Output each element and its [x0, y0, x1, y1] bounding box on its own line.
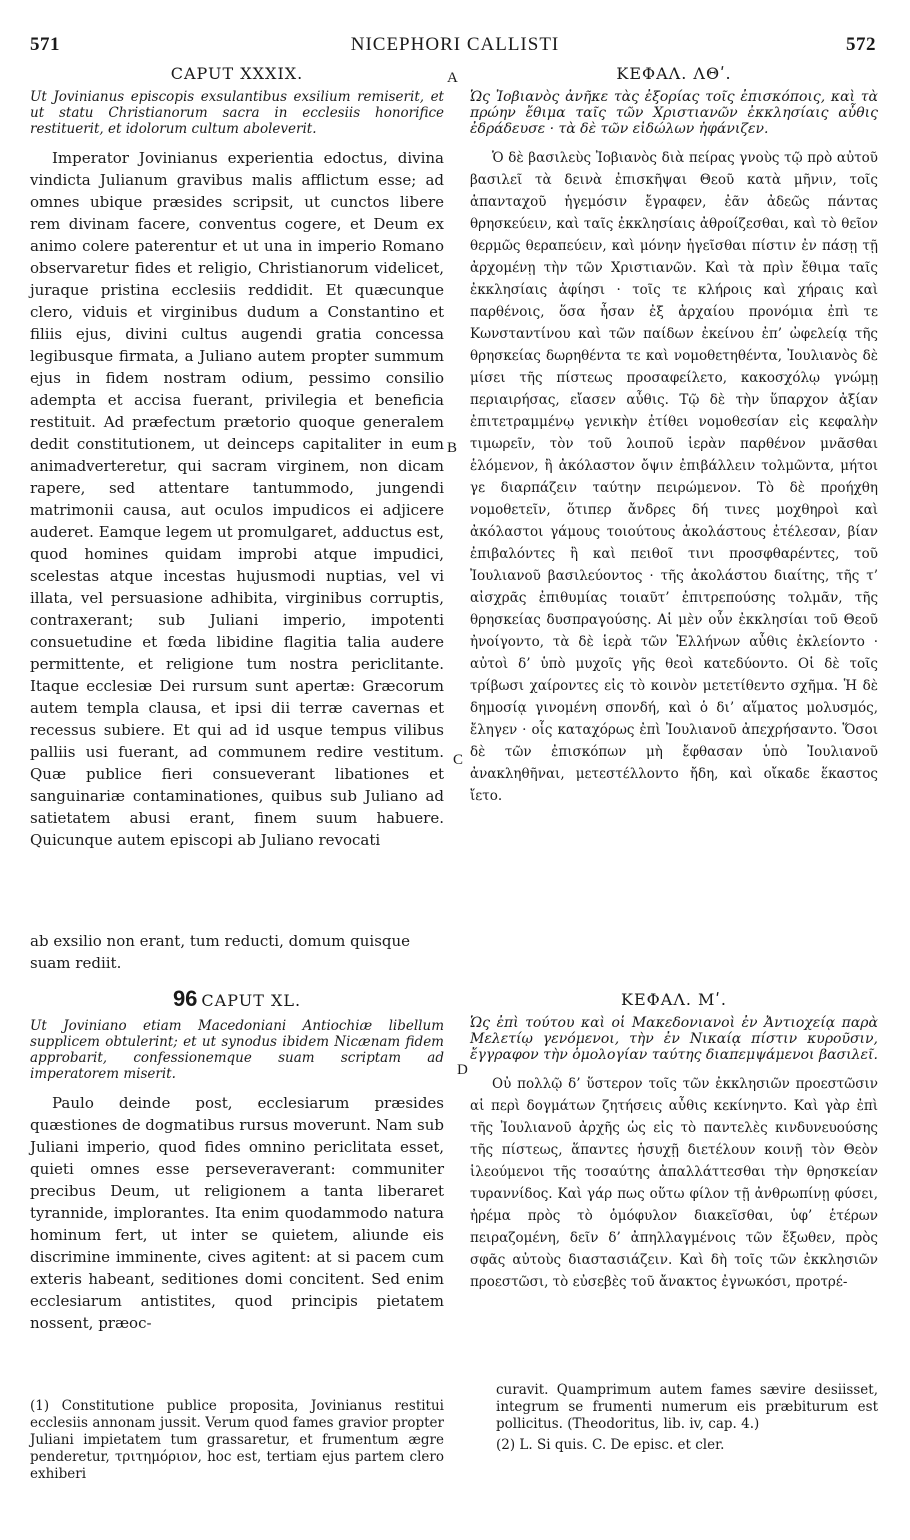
ch39-latin-continuation: ab exsilio non erant, tum reducti, domum quisque suam rediit.: [30, 932, 411, 972]
ch40-latin-summary: Ut Joviniano etiam Macedoniani Antiochiæ libellum supplicem obtulerint; et ut synodus ibidem Nicænam fidem approbarit, confessionemque suam scriptam ad imperatorem miserit.: [30, 1018, 444, 1082]
footnote-continuation: [496, 1382, 878, 1454]
ch39-greek-text: Ὁ δὲ βασιλεὺς Ἰοβιανὸς διὰ πείρας γνοὺς τῷ πρὸ αὐτοῦ βασιλεῖ τὰ δεινὰ ἐπισκῆψαι Θεοῦ κατὰ μῆνιν, τοῖς ἁπανταχοῦ ἡγεμόσιν ἔγραφεν, ἐᾶν ἀδεῶς πάντας θρησκεύειν, καὶ ταῖς ἐκκλησίαις ἀθροίζεσθαι, καὶ τὸ θεῖον θερμῶς θεραπεύειν, καὶ μόνην ἡγεῖσθαι πίστιν ἐν πάσῃ τῇ ἀρχομένῃ τὴν τῶν Χριστιανῶν. Καὶ τὰ πρὶν ἔθιμα ταῖς ἐκκλησίαις ἀφίησι · τοῖς τε κλήροις καὶ χήραις καὶ παρθένοις, ὅσα ἦσαν ἐξ ἀρχαίου προνόμια ἐπὶ τε Κωνσταντίνου καὶ τῶν παίδων ἐκείνου ἐπ’ ὠφελείᾳ τῆς θρησκείας δωρηθέντα τε καὶ νομοθετηθέντα, Ἰουλιανὸς δὲ μίσει τῆς πίστεως προσαφείλετο, κακοσχόλῳ γνώμῃ περιαιρήσας, εἴασεν αὖθις. Τῷ δὲ τὴν ὕπαρχον ἀξίαν ἐπιτετραμμένῳ γενικὴν ἐτίθει νομοθεσίαν εἰς κεφαλὴν τιμωρεῖν, τὸν τοῦ λοιποῦ ἱερὰν παρθένον μνᾶσθαι ἑλόμενον, ἢ ἀκόλαστον ὄψιν ἐπιβάλλειν τολμῶντα, μήτοι γε διαρπάζειν ταύτην πειρώμενον. Τὸ δὲ προήχθη νομοθετεῖν, ὅτιπερ ἄνδρες δή τινες μοχθηροὶ καὶ ἀκόλαστοι γάμους τοιούτους ἀκολάστους ἐτέλεσαν, βίαν ἐπιβαλόντες ἢ καὶ πειθοῖ τινι προσφθαρέντες, τοῦ Ἰουλιανοῦ βασιλεύοντος · τῆς ἀκολάστου διαίτης, τῆς τ’ αἰσχρᾶς ἐπιθυμίας τοιαῦτ’ ἐπιτρεπούσης τολμᾶν, τῆς θρησκείας δυσπραγούσης. Αἱ μὲν οὖν ἐκκλησίαι τοῦ Θεοῦ ἠνοίγοντο, τὰ δὲ ἱερὰ τῶν Ἑλλήνων αὖθις ἐκλείοντο · αὐτοὶ δ’ ὑπὸ μυχοῖς γῆς θεοὶ κατεδύοντο. Οἱ δὲ τοῖς τρίβωσι χαίροντες εἰς τὸ κοινὸν μετετίθεντο σχῆμα. Ἡ δὲ δημοσίᾳ γινομένη σπονδή, καὶ ὁ δι’ αἵματος μολυσμός, ἔληγεν · οἷς καταχόρως ἐπὶ Ἰουλιανοῦ ἀπεχρήσαντο. Ὅσοι δὲ τῶν ἐπισκόπων μὴ ἔφθασαν ὑπὸ Ἰουλιανοῦ ἀνακληθῆναι, μετεστέλλοντο ἤδη, καὶ οἴκαδε ἕκαστος ἴετο.: [470, 150, 878, 804]
ch39-latin-text: Imperator Jovinianus experientia edoctus, divina vindicta Julianum gravibus malis afflictum esse; ad omnes ubique præsides scripsit, ut cunctos libere rem divinam facere, conventus cogere, et Deum ex animo colere paterentur et ut una in imperio Romano observaretur fides et religio, Christianorum videlicet, juraque pristina ecclesiis reddidit. Et quæcunque clero, viduis et virginibus dudum a Constantino et filiis ejus, divini cultus augendi gratia concessa legibusque firmata, a Juliano autem propter summum ejus in fidem nostram odium, pessimo consilio adempta et accisa fuerant, privilegia et beneficia restituit. Ad præfectum prætorio quoque generalem dedit constitutionem, ut deinceps capitaliter in eum animadverteretur, qui sacram virginem, non dicam rapere, sed attentare tantummodo, jungendi matrimonii causa, aut oculos impudicos ei adjicere auderet. Eamque legem ut promulgaret, adductus est, quod homines quidam improbi atque impudici, scelestas atque incestas hujusmodi nuptias, vel vi illata, vel persuasione adhibita, virginibus corruptis, contraxerant; sub Juliani imperio, impotenti consuetudine et fœda libidine flagitia talia audere permittente, et religione tum nostra periclitante. Itaque ecclesiæ Dei rursum sunt apertæ: Græcorum autem templa clausa, et ipsi dii terræ cavernas et recessus subiere. Et qui ad id usque tempus vilibus palliis usi fuerant, ad communem redire vestitum. Quæ publice fieri consueverant libationes et sanguinariæ contaminationes, quibus sub Juliano ad satietatem abusi erant, finem suum habuere. Quicunque autem episcopi ab Juliano revocati: [30, 149, 444, 849]
ch40-greek-summary: Ὡς ἐπὶ τούτου καὶ οἱ Μακεδονιανοὶ ἐν Ἀντιοχείᾳ παρὰ Μελετίῳ γενόμενοι, τὴν ἐν Νικαίᾳ πίστιν κυροῦσιν, ἔγγραφον τὴν ὁμολογίαν ταύτης διαπεμψάμενοι βασιλεῖ.: [470, 1015, 878, 1063]
margin-letter-d: D: [457, 1062, 468, 1078]
margin-letter-b: B: [447, 440, 458, 456]
page-number-left: 571: [30, 34, 60, 55]
ch40-greek-column: [470, 990, 878, 1293]
footnote-2-text: (2) L. Si quis. C. De episc. et cler.: [496, 1437, 725, 1453]
ch39-greek-heading: ΚΕΦΑΛ. ΛΘʹ.: [616, 64, 732, 83]
margin-letter-a: A: [447, 70, 458, 86]
ch40-latin-heading: CAPUT XL.: [201, 991, 302, 1010]
section-number: 96: [172, 986, 198, 1011]
ch39-greek-summary: Ὡς Ἰοβιανὸς ἀνῆκε τὰς ἐξορίας τοῖς ἐπισκόποις, καὶ τὰ πρώην ἔθιμα ταῖς τῶν Χριστιανῶν ἐκκλησίαις αὖθις ἐδράδευσε · τὰ δὲ τῶν εἰδώλων ἠφάνιζεν.: [470, 89, 878, 137]
page-number-right: 572: [846, 34, 876, 55]
running-title: NICEPHORI CALLISTI: [350, 34, 560, 55]
ch40-greek-text: Οὐ πολλῷ δ’ ὕστερον τοῖς τῶν ἐκκλησιῶν προεστῶσιν αἱ περὶ δογμάτων ζητήσεις αὖθις κεκίνηντο. Καὶ γὰρ ἐπὶ τῆς Ἰουλιανοῦ ἀρχῆς ὡς εἰς τὸ παντελὲς κινδυνευούσης τῆς πίστεως, ἅπαντες ἡσυχῇ διετέλουν κοινῇ τὸν Θεὸν ἱλεούμενοι τῆς τοσαύτης ἀπαλλάττεσθαι τὴν θρησκείαν τυραννίδος. Καὶ γάρ πως οὕτω φίλον τῇ ἀνθρωπίνῃ φύσει, ἠρέμα πρὸς τὸ ὁμόφυλον διακεῖσθαι, ὑφ’ ἑτέρων πειραζομένη, δεῖν δ’ ἀπηλλαγμένοις τῶν ἔξωθεν, πρὸς σφᾶς αὐτοὺς διαστασιάζειν. Καὶ δὴ τοῖς τῶν ἐκκλησιῶν προεστῶσι, τὸ εὐσεβὲς τοῦ ἄνακτος ἐγνωκόσι, προτρέ-: [470, 1076, 878, 1290]
ch39-latin-column: [30, 64, 444, 851]
ch40-latin-column: [30, 986, 444, 1334]
ch39-latin-summary: Ut Jovinianus episcopis exsulantibus exsilium remiserit, et ut statu Christianorum sacra in ecclesiis honorifice restituerit, et idolorum cultum aboleverit.: [30, 89, 444, 137]
ch39-latin-heading: CAPUT XXXIX.: [170, 64, 304, 83]
margin-letter-c: C: [453, 752, 464, 768]
ch40-latin-text: Paulo deinde post, ecclesiarum præsides quæstiones de dogmatibus rursus moverunt. Nam sub Juliani imperio, quod fides omnino periclitata esset, quieti omnes esse perseveraverant: communiter precibus Deum, ut religionem a tanta liberaret tyrannide, implorantes. Ita enim quodammodo natura hominum fert, ut inter se quietem, aliunde eis discrimine imminente, cives agitent: at si pacem cum exteris habeant, seditiones domi concitent. Sed enim ecclesiarum antistites, quod principis pietatem nossent, præoc-: [30, 1094, 444, 1332]
ch40-greek-heading: ΚΕΦΑΛ. Μʹ.: [621, 990, 727, 1009]
ch40-latin-heading-line: [30, 986, 444, 1012]
footnote-1-continuation: curavit. Quamprimum autem fames sævire desiisset, integrum se frumenti numerum eis præbiturum est pollicitus. (Theodoritus, lib. iv, cap. 4.): [496, 1382, 878, 1432]
footnote-1: [30, 1398, 444, 1483]
ch39-greek-column: [470, 64, 878, 807]
footnote-1-text: (1) Constitutione publice proposita, Jovinianus restitui ecclesiis annonam jussit. Verum quod fames gravior propter Juliani impietatem tum grassaretur, et frumentum ægre penderetur, τριτημόριον, hoc est, tertiam ejus partem clero exhiberi: [30, 1398, 444, 1482]
